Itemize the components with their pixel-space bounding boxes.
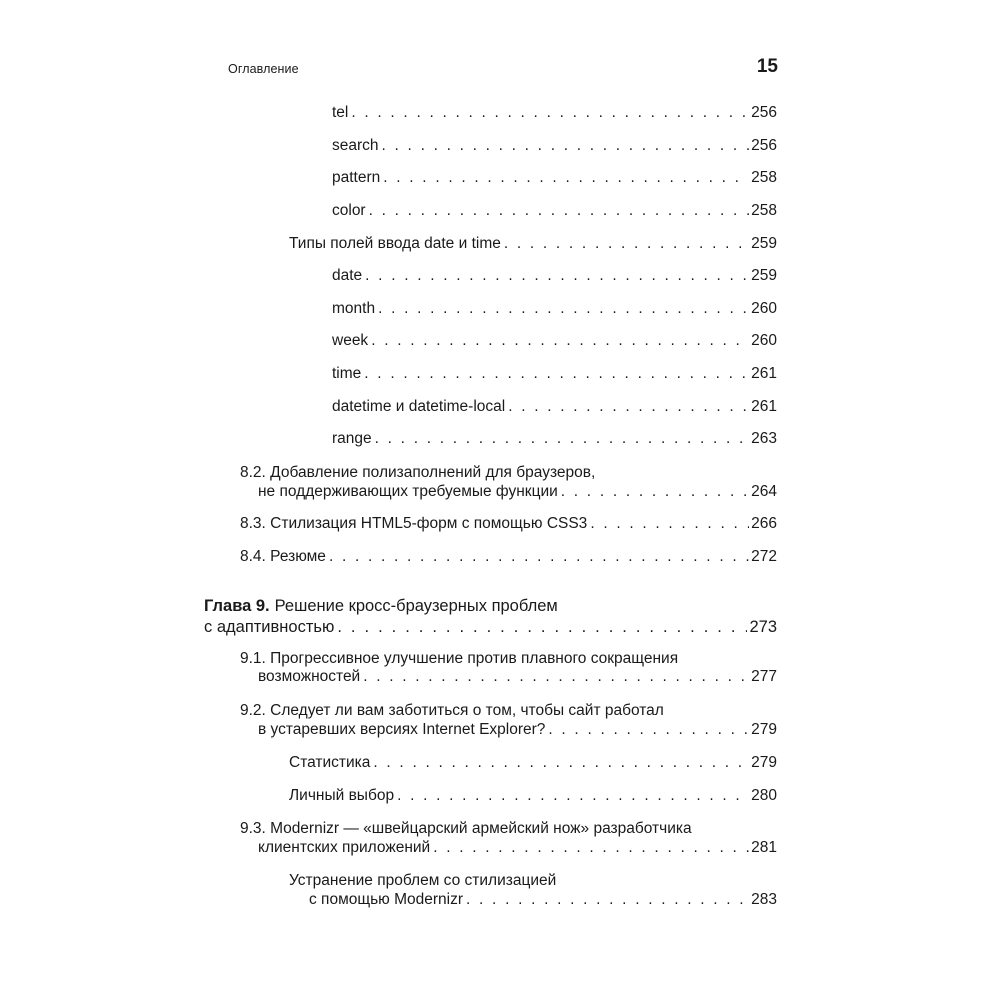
toc-entry-page: 259 — [751, 267, 777, 284]
dot-leader — [378, 299, 749, 319]
toc-entry-title: с адаптивностью — [204, 618, 335, 636]
toc-entry-9-1-line1 — [240, 649, 777, 669]
dot-leader — [561, 482, 749, 502]
toc-entry-page: 258 — [751, 169, 777, 186]
toc-entry-page: 279 — [751, 721, 777, 738]
toc-entry-styling-fix-line1 — [289, 871, 777, 891]
dot-leader — [590, 514, 749, 534]
toc-entry-time — [332, 364, 777, 384]
dot-leader — [433, 838, 749, 858]
toc-entry-datetime — [332, 397, 777, 417]
dot-leader — [508, 397, 749, 417]
running-title: Оглавление — [228, 62, 299, 76]
toc-entry-page: 260 — [751, 332, 777, 349]
toc-entry-title: search — [332, 137, 379, 154]
dot-leader — [382, 136, 750, 156]
toc-entry-8-4 — [240, 547, 777, 567]
toc-entry-styling-fix — [309, 890, 777, 910]
toc-entry-title: week — [332, 332, 369, 349]
toc-entry-title: 8.4. Резюме — [240, 548, 326, 565]
dot-leader — [365, 266, 749, 286]
dot-leader — [364, 364, 749, 384]
toc-entry-title: date — [332, 267, 363, 284]
toc-entry-page: 277 — [751, 668, 777, 685]
toc-entry-9-3 — [258, 838, 777, 858]
toc-entry-title: datetime и datetime-local — [332, 398, 506, 415]
toc-entry-title: Личный выбор — [289, 787, 395, 804]
toc-entry-page: 281 — [751, 839, 777, 856]
dot-leader — [329, 547, 749, 567]
dot-leader — [351, 103, 749, 123]
toc-entry-title: Устранение проблем со стилизацией — [289, 872, 557, 889]
toc-entry-8-2 — [258, 482, 777, 502]
toc-entry-title: color — [332, 202, 366, 219]
toc-entry-page: 263 — [751, 430, 777, 447]
toc-entry-title: с помощью Modernizr — [309, 891, 464, 908]
dot-leader — [363, 667, 749, 687]
toc-entry-9-3-line1 — [240, 819, 777, 839]
toc-entry-pattern — [332, 168, 777, 188]
toc-entry-title: 8.2. Добавление полизаполнений для браузеров, — [240, 464, 596, 481]
toc-entry-page: 272 — [751, 548, 777, 565]
toc-entry-title: time — [332, 365, 362, 382]
dot-leader — [466, 890, 749, 910]
dot-leader — [548, 720, 749, 740]
dot-leader — [504, 234, 749, 254]
toc-entry-title: возможностей — [258, 668, 361, 685]
toc-entry-page: 261 — [751, 398, 777, 415]
dot-leader — [397, 786, 749, 806]
toc-entry-title: в устаревших версиях Internet Explorer? — [258, 721, 546, 738]
toc-chapter-9 — [204, 617, 777, 637]
dot-leader — [337, 617, 747, 637]
toc-entry-title: не поддерживающих требуемые функции — [258, 483, 558, 500]
toc-entry-month — [332, 299, 777, 319]
toc-entry-9-2-line1 — [240, 701, 777, 721]
toc-entry-tel — [332, 103, 777, 123]
toc-entry-page: 256 — [751, 137, 777, 154]
toc-entry-page: 273 — [749, 618, 777, 636]
toc-entry-title: tel — [332, 104, 349, 121]
toc-entry-page: 261 — [751, 365, 777, 382]
toc-entry-title: month — [332, 300, 376, 317]
toc-entry-title: Типы полей ввода date и time — [289, 235, 501, 252]
toc-entry-page: 258 — [751, 202, 777, 219]
toc-entry-title: range — [332, 430, 372, 447]
page-number: 15 — [756, 56, 778, 77]
toc-entry-page: 260 — [751, 300, 777, 317]
toc-entry-title: 8.3. Стилизация HTML5-форм с помощью CSS3 — [240, 515, 588, 532]
toc-entry-title: Статистика — [289, 754, 371, 771]
toc-entry-title: Решение кросс-браузерных проблем — [274, 597, 558, 615]
toc-entry-search — [332, 136, 777, 156]
toc-entry-page: 264 — [751, 483, 777, 500]
toc-entry-9-1 — [258, 667, 777, 687]
toc-entry-title: pattern — [332, 169, 381, 186]
toc-entry-title: 9.2. Следует ли вам заботиться о том, чтобы сайт работал — [240, 702, 664, 719]
dot-leader — [383, 168, 749, 188]
toc-entry-date — [332, 266, 777, 286]
toc-entry-date-time-types — [289, 234, 777, 254]
toc-chapter-9-line1 — [204, 596, 777, 616]
dot-leader — [371, 331, 749, 351]
toc-entry-page: 279 — [751, 754, 777, 771]
toc-entry-page: 266 — [751, 515, 777, 532]
toc-entry-statistics — [289, 753, 777, 773]
chapter-label: Глава 9. — [204, 597, 270, 615]
toc-entry-9-2 — [258, 720, 777, 740]
toc-entry-8-2-line1 — [240, 463, 777, 483]
toc-entry-personal-choice — [289, 786, 777, 806]
toc-entry-week — [332, 331, 777, 351]
toc-entry-page: 280 — [751, 787, 777, 804]
toc-entry-title: клиентских приложений — [258, 839, 431, 856]
toc-entry-page: 259 — [751, 235, 777, 252]
toc-entry-page: 256 — [751, 104, 777, 121]
toc-entry-title: 9.1. Прогрессивное улучшение против плавного сокращения — [240, 650, 679, 667]
dot-leader — [373, 753, 749, 773]
toc-entry-color — [332, 201, 777, 221]
dot-leader — [375, 429, 749, 449]
toc-entry-8-3 — [240, 514, 777, 534]
toc-entry-title: 9.3. Modernizr — «швейцарский армейский нож» разработчика — [240, 820, 692, 837]
dot-leader — [369, 201, 750, 221]
toc-entry-page: 283 — [751, 891, 777, 908]
toc-entry-range — [332, 429, 777, 449]
